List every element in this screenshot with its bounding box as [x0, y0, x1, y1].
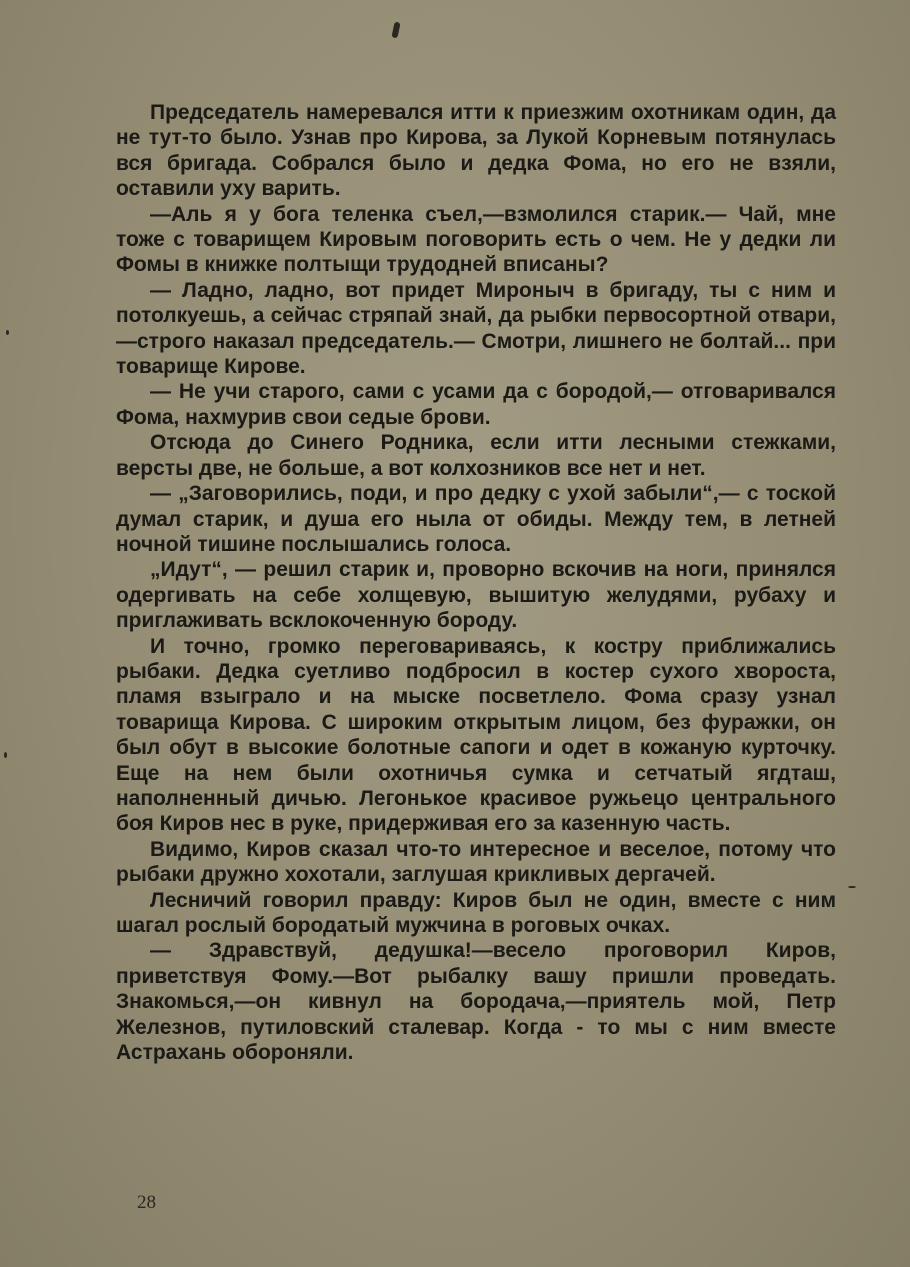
paragraph: Видимо, Киров сказал что-то интересное и веселое, потому что рыбаки дружно хохотали, заглушая крикливых дергачей.: [116, 837, 836, 887]
paragraph: И точно, громко переговариваясь, к костру приближались рыбаки. Дедка суетливо подбросил в костер сухого хвороста, пламя взыграло и на мыске посветлело. Фома сразу узнал товарища Кирова. С широким открытым лицом, без фуражки, он был обут в высокие болотные сапоги и одет в кожаную курточку. Еще на нем были охотничья сумка и сетчатый ягдташ, наполненный дичью. Легонькое красивое ружьецо центрального боя Киров нес в руке, придерживая его за казенную часть.: [116, 634, 836, 836]
paragraph: — „Заговорились, поди, и про дедку с ухой забыли“,— с тоской думал старик, и душа его ныла от обиды. Между тем, в летней ночной тишине послышались голоса.: [116, 482, 836, 556]
speck: [4, 752, 7, 758]
speck: [848, 886, 856, 888]
paragraph: — Не учи старого, сами с усами да с бородой,— отговаривался Фома, нахмурив свои седые брови.: [116, 380, 836, 429]
paragraph: —Аль я у бога теленка съел,—взмолился старик.— Чай, мне тоже с товарищем Кировым поговорить есть о чем. Не у дедки ли Фомы в книжке полтыщи трудодней вписаны?: [116, 202, 836, 277]
paragraph: — Здравствуй, дедушка!—весело проговорил Киров, приветствуя Фому.—Вот рыбалку вашу пришли проведать. Знакомься,—он кивнул на бородача,—приятель мой, Петр Железнов, путиловский сталевар. Когда - то мы с ним вместе Астрахань обороняли.: [116, 939, 836, 1065]
paragraph: — Ладно, ладно, вот придет Мироныч в бригаду, ты с ним и потолкуешь, а сейчас стряпай знай, да рыбки первосортной отвари,—строго наказал председатель.— Смотри, лишнего не болтай... при товарище Кирове.: [116, 278, 836, 379]
ink-mark: [391, 22, 400, 39]
paragraph: Лесничий говорил правду: Киров был не один, вместе с ним шагал рослый бородатый мужчина в роговых очках.: [116, 888, 836, 937]
paragraph: „Идут“, — решил старик и, проворно вскочив на ноги, принялся одергивать на себе холщевую, вышитую желудями, рубаху и приглаживать всклокоченную бороду.: [116, 558, 836, 633]
paragraph: Отсюда до Синего Родника, если итти лесными стежками, версты две, не больше, а вот колхозников все нет и нет.: [116, 431, 836, 480]
paragraph: Председатель намеревался итти к приезжим охотникам один, да не тут-то было. Узнав про Кирова, за Лукой Корневым потянулась вся бригада. Собрался было и дедка Фома, но его не взяли, оставили уху варить.: [116, 101, 836, 201]
page-number: 28: [137, 1192, 156, 1213]
speck: [6, 330, 9, 335]
page-text: [116, 100, 836, 1065]
